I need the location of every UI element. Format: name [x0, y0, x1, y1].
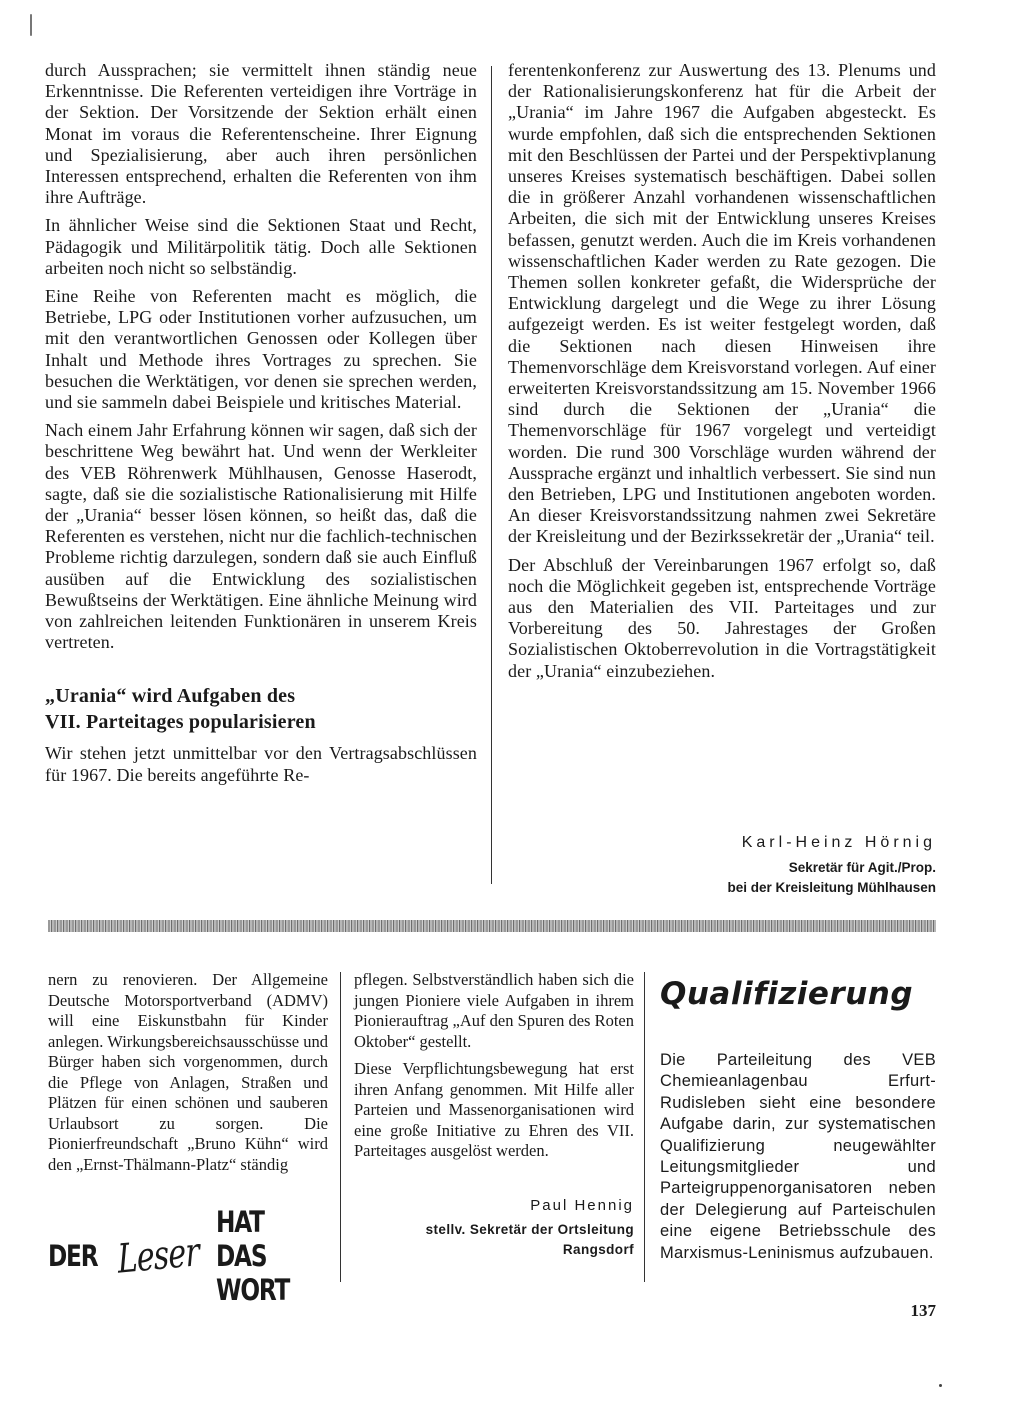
column-divider — [644, 972, 645, 1282]
bottom-left-column — [48, 970, 328, 1182]
author-affiliation: Rangsdorf — [562, 1242, 634, 1257]
paragraph: pflegen. Selbstverständlich haben sich die jungen Pioniere viele Aufgaben in ihrem Pionierauftrag „Auf den Spuren des Roten Oktober“ gestellt. — [354, 970, 634, 1051]
paragraph: ferentenkonferenz zur Auswertung des 13. Plenums und der Rationalisierungskonferenz hat für die Arbeit der „Urania“ im Jahre 1967 die Aufgaben abgesteckt. Es wurde empfohlen, daß sich die entsprechenden Sektionen mit den Beschlüssen der Partei und der Perspektivplanung unseres Kreises systematisch beschäftigen. Dabei sollen die in größerer Anzahl vorhandenen wissenschaftlichen Arbeiten, die sich mit der Entwicklung unseres Kreises befassen, genutzt werden. Auch die im Kreis vorhandenen wissenschaftlichen Kader werden zu Rate gezogen. Die Themen sollen konkreter gefaßt, die Widersprüche der Entwicklung dargelegt und die Wege zu ihrer Lösung aufgezeigt werden. Es ist weiter festgelegt worden, daß die Sektionen nach diesen Hinweisen ihre Themenvorschläge dem Kreisvorstand vorlegen. Auf einer erweiterten Kreisvorstandssitzung am 15. November 1966 sind durch die Sektionen der „Urania“ die Themenvorschläge für 1967 vorgelegt und verteidigt worden. Die rund 300 Vorschläge wurden während der Aussprache ergänzt und inhaltlich verbessert. Sie sind nun den Betrieben, LPG und Institutionen angeboten worden. An dieser Kreisvorstandssitzung nahmen zwei Sekretäre der Kreisleitung und der Bezirkssekretär der „Urania“ teil. — [508, 60, 936, 547]
box-title: Qualifizierung — [660, 976, 914, 1012]
author-signature — [727, 834, 936, 898]
der-leser-hat-das-wort-logo — [48, 1205, 328, 1307]
heading-line: VII. Parteitages popularisieren — [45, 711, 316, 734]
page-number: 137 — [910, 1301, 936, 1320]
logo-script: Leser — [116, 1229, 200, 1283]
column-divider — [340, 972, 341, 1282]
paragraph: In ähnlicher Weise sind die Sektionen Staat und Recht, Pädagogik und Militärpolitik tätig. Doch alle Sektionen arbeiten noch nicht so selbständig. — [45, 215, 477, 278]
logo-part: HAT DAS WORT — [216, 1205, 290, 1307]
paragraph: Wir stehen jetzt unmittelbar vor den Vertragsabschlüssen für 1967. Die bereits angeführte Re- — [45, 743, 477, 785]
paragraph: Der Abschluß der Vereinbarungen 1967 erfolgt so, daß noch die Möglichkeit gegeben ist, entsprechende Vorträge aus den Materialien des VII. Parteitages und zur Vorbereitung des 50. Jahrestages der Großen Sozialistischen Oktoberrevolution in die Vortragstätigkeit der „Urania“ einzubeziehen. — [508, 554, 936, 681]
top-left-column — [45, 60, 477, 793]
heading-line: „Urania“ wird Aufgaben des — [45, 685, 296, 708]
paragraph: nern zu renovieren. Der Allgemeine Deutsche Motorsportverband (ADMV) will eine Eiskunstbahn für Kinder anlegen. Wirkungsbereichsausschüsse und Bürger haben sich vorgenommen, durch die Pflege von Anlagen, Straßen und Plätzen für einen schönen und sauberen Urlaubsort zu sorgen. Die Pionierfreundschaft „Bruno Kühn“ wird den „Ernst-Thälmann-Platz“ ständig — [48, 970, 328, 1174]
paragraph: Die Parteileitung des VEB Chemieanlagenbau Erfurt-Rudisleben sieht eine besondere Aufgabe darin, zur systematischen Qualifizierung neugewählter Leitungsmitglieder und Parteigruppenorganisatoren neben der Delegierung auf Parteischulen eine eigene Betriebsschule des Marxismus-Leninismus aufzubauen. — [660, 1051, 936, 1262]
section-heading — [45, 683, 477, 735]
paragraph: Eine Reihe von Referenten macht es möglich, die Betriebe, LPG oder Institutionen vorher aufzusuchen, um mit den verantwortlichen Genossen oder Kollegen über Inhalt und Methode ihres Vortrages zu sprechen. Sie besuchen die Werktätigen, vor denen sie sprechen werden, und sie sammeln dabei Beispiele und kritisches Material. — [45, 286, 477, 413]
section-divider — [48, 920, 936, 932]
scan-mark — [30, 14, 32, 36]
bottom-middle-column — [354, 970, 634, 1169]
bottom-right-column — [660, 968, 936, 1264]
author-signature — [426, 1197, 634, 1260]
scan-speck — [939, 1384, 942, 1387]
paragraph: Nach einem Jahr Erfahrung können wir sagen, daß sich der beschrittene Weg bewährt hat. Und wenn der Werkleiter des VEB Röhrenwerk Mühlhausen, Genosse Haserodt, sagte, daß sie die sozialistische Rationalisierung mit Hilfe der „Urania“ besser lösen können, so heißt das, daß die Referenten es verstehen, nicht nur die fachlich-technischen Probleme richtig darzulegen, sondern daß sie auch Einfluß ausüben auf die Entwicklung des sozialistischen Bewußtseins der Werktätigen. Eine ähnliche Meinung wird von zahlreichen leitenden Funktionären in unserem Kreis vertreten. — [45, 420, 477, 653]
author-name: Karl-Heinz Hörnig — [741, 834, 936, 851]
logo-part: DER — [48, 1239, 98, 1273]
author-affiliation: bei der Kreisleitung Mühlhausen — [727, 880, 936, 895]
top-right-column — [508, 60, 936, 689]
author-role: Sekretär für Agit./Prop. — [788, 860, 936, 875]
column-divider — [491, 66, 492, 884]
author-name: Paul Hennig — [530, 1197, 634, 1214]
paragraph: durch Aussprachen; sie vermittelt ihnen ständig neue Erkenntnisse. Die Referenten verteidigen ihre Vorträge in der Sektion. Der Vorsitzende der Sektion erhält einen Monat im voraus die Referentenscheine. Ihrer Eignung und Spezialisierung, aber auch ihren persönlichen Interessen entsprechend, erhalten die Referenten von ihm ihre Aufträge. — [45, 60, 477, 208]
paragraph: Diese Verpflichtungsbewegung hat erst ihren Anfang genommen. Mit Hilfe aller Parteien und Massenorganisationen wird eine große Initiative zu Ehren des VII. Parteitages ausgelöst werden. — [354, 1059, 634, 1160]
author-role: stellv. Sekretär der Ortsleitung — [425, 1222, 634, 1237]
